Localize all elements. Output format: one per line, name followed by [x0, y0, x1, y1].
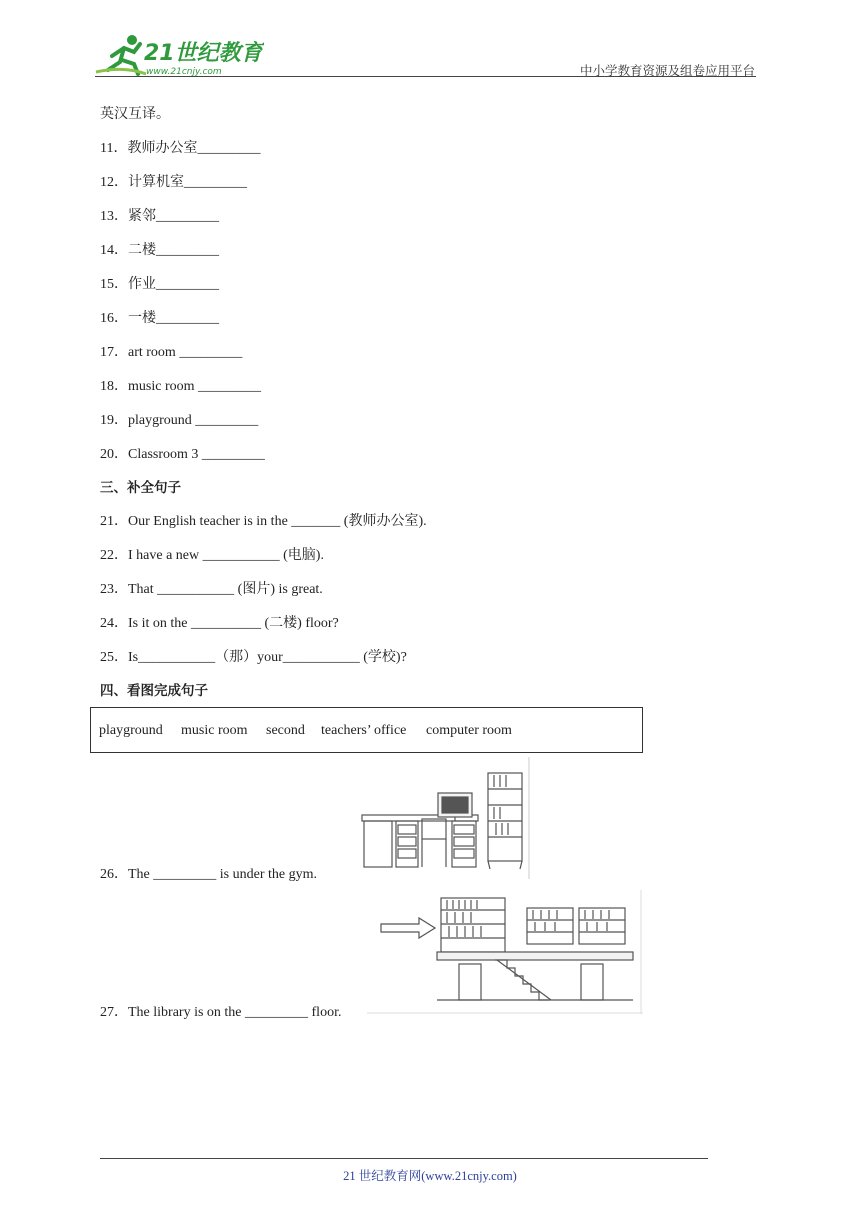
question-number: 26． — [100, 867, 128, 882]
section-intro: 英汉互译。 — [100, 107, 170, 122]
question-number: 11． — [100, 141, 128, 156]
question-22 — [100, 547, 324, 565]
question-text: Is it on the __________ (二楼) floor? — [128, 616, 339, 631]
question-text: Our English teacher is in the _______ (教师办公室). — [128, 514, 427, 529]
question-20 — [100, 446, 265, 464]
question-text: That ___________ (图片) is great. — [128, 582, 323, 597]
logo-url: www.21cnjy.com — [146, 67, 222, 77]
question-number: 13． — [100, 209, 128, 224]
question-number: 21． — [100, 514, 128, 529]
question-text: 紧邻_________ — [128, 209, 219, 224]
word-bank-item: teachers’ office — [321, 723, 407, 738]
word-bank-box — [90, 707, 643, 753]
platform-name: 中小学教育资源及组卷应用平台 — [579, 64, 755, 78]
question-number: 23． — [100, 582, 128, 597]
question-13 — [100, 208, 219, 226]
question-text: 一楼_________ — [128, 311, 219, 326]
question-17 — [100, 344, 242, 362]
question-number: 14． — [100, 243, 128, 258]
question-text: Classroom 3 _________ — [128, 447, 265, 462]
question-number: 24． — [100, 616, 128, 631]
computer-room-picture — [358, 757, 532, 879]
word-bank-item: music room — [181, 723, 248, 738]
question-15 — [100, 276, 219, 294]
question-number: 18． — [100, 379, 128, 394]
question-text: Is___________（那）your___________ (学校)? — [128, 650, 407, 665]
question-number: 16． — [100, 311, 128, 326]
header-divider — [95, 76, 756, 77]
question-text: 作业_________ — [128, 277, 219, 292]
word-bank-item: playground — [99, 723, 163, 738]
footer-link[interactable]: 21 世纪教育网(www.21cnjy.com) — [343, 1169, 517, 1183]
question-text: 二楼_________ — [128, 243, 219, 258]
question-24 — [100, 615, 339, 633]
site-logo — [94, 30, 264, 80]
question-text: I have a new ___________ (电脑). — [128, 548, 324, 563]
section-title: 三、补全句子 — [100, 480, 181, 496]
question-number: 27． — [100, 1005, 128, 1020]
question-number: 17． — [100, 345, 128, 360]
question-text: The _________ is under the gym. — [128, 867, 317, 882]
question-number: 12． — [100, 175, 128, 190]
question-text: music room _________ — [128, 379, 261, 394]
question-number: 22． — [100, 548, 128, 563]
question-text: playground _________ — [128, 413, 259, 428]
question-11 — [100, 140, 260, 158]
logo-text: 21世纪教育 — [144, 41, 263, 66]
question-23 — [100, 581, 323, 599]
question-14 — [100, 242, 219, 260]
question-18 — [100, 378, 261, 396]
question-number: 15． — [100, 277, 128, 292]
question-12 — [100, 174, 247, 192]
section-title: 四、看图完成句子 — [100, 683, 208, 699]
question-number: 20． — [100, 447, 128, 462]
question-text: 教师办公室_________ — [127, 141, 261, 156]
word-bank-item: computer room — [426, 723, 512, 738]
question-text: The library is on the _________ floor. — [128, 1005, 342, 1020]
runner-icon — [96, 35, 146, 74]
question-21 — [100, 513, 427, 531]
question-text: art room _________ — [128, 345, 243, 360]
question-25 — [100, 649, 407, 667]
question-number: 25． — [100, 650, 128, 665]
footer-divider — [100, 1158, 708, 1159]
question-16 — [100, 310, 219, 328]
word-bank-item: second — [266, 723, 305, 738]
question-number: 19． — [100, 413, 128, 428]
question-19 — [100, 412, 258, 430]
library-floor-picture — [367, 890, 643, 1014]
question-text: 计算机室_________ — [128, 175, 247, 190]
question-27 — [100, 1004, 341, 1022]
question-26 — [100, 866, 317, 884]
